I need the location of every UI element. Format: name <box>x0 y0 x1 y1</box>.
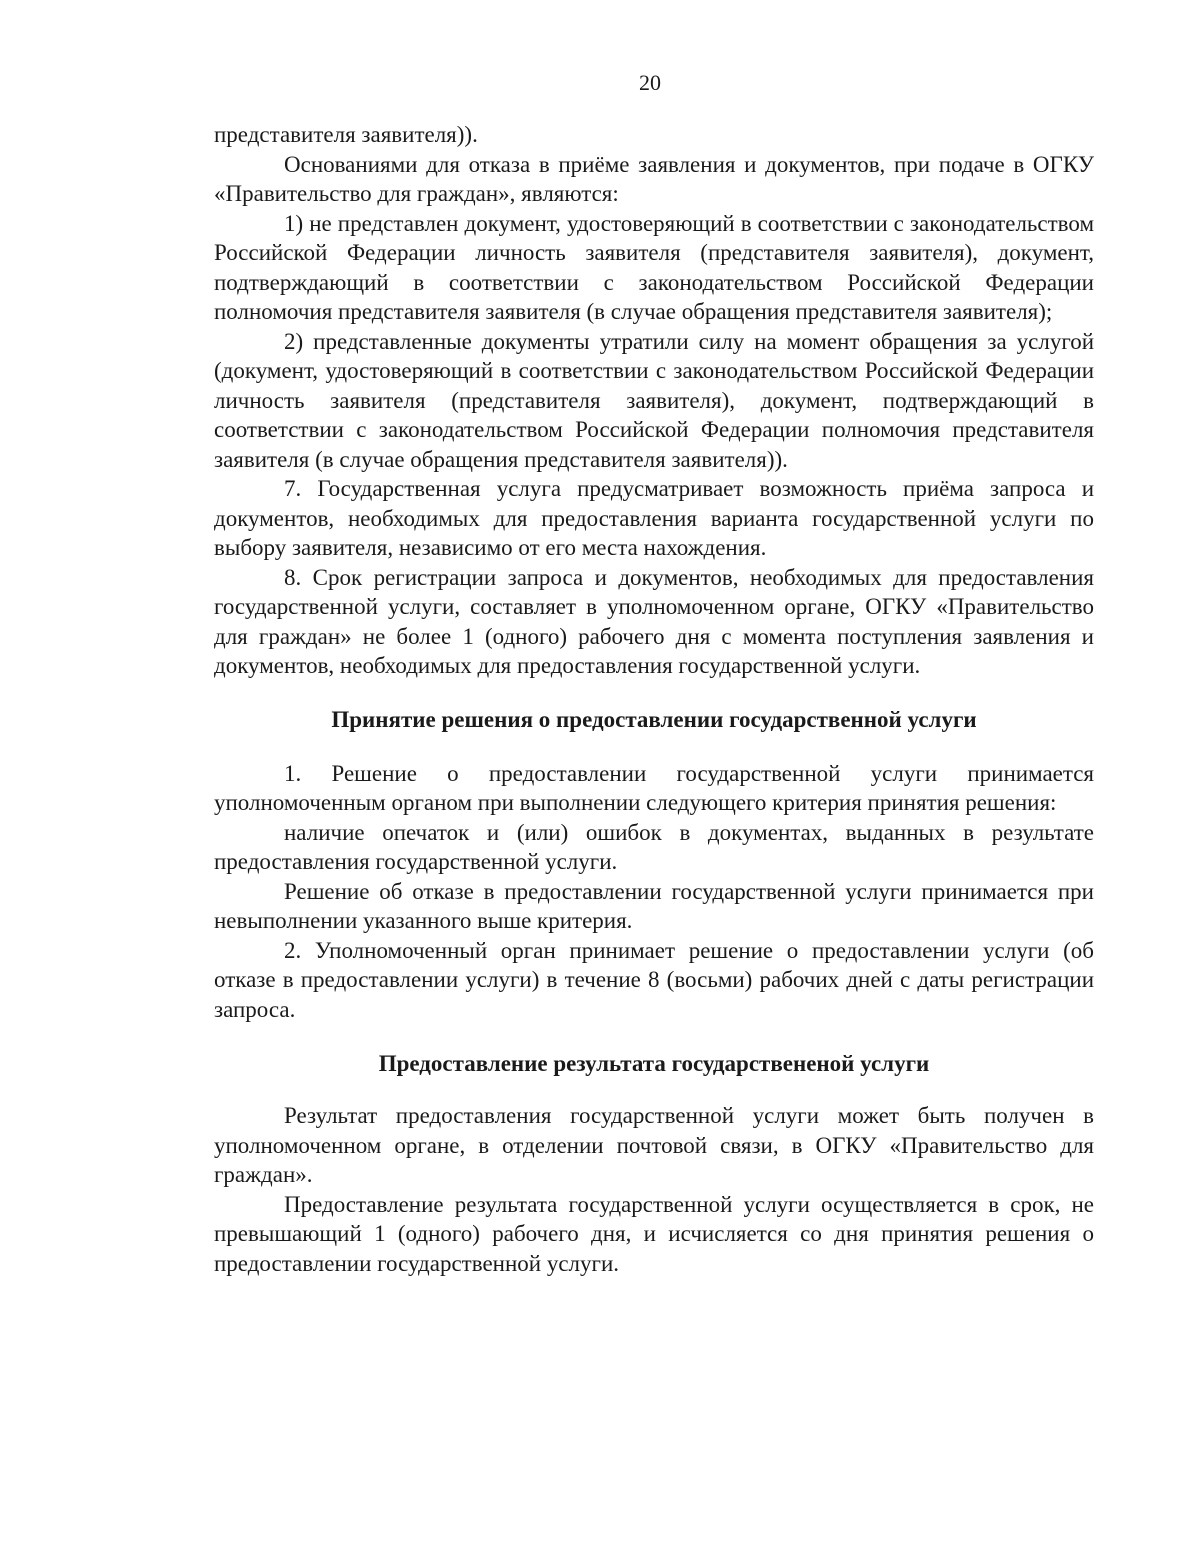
paragraph-item-8: 8. Срок регистрации запроса и документов, необходимых для предоставления государственной услуги, составляет в уполномоченном органе, ОГКУ «Правительство для граждан» не более 1 (одного) рабочего дня с момента поступления заявления и документов, необходимых для предоставления государственной услуги. <box>214 564 1094 678</box>
paragraph-result-1: Результат предоставления государственной услуги может быть получен в уполномоченном органе, в отделении почтовой связи, в ОГКУ «Правительство для граждан». <box>214 1103 1094 1187</box>
paragraph-refusal-item-2: 2) представленные документы утратили силу на момент обращения за услугой (документ, удостоверяющий в соответствии с законодательством Российской Федерации личность заявителя (представителя заявителя), документ, подтверждающий в соответствии с законодательством Российской Федерации полномочия представителя заявителя (в случае обращения представителя заявителя)). <box>214 328 1094 472</box>
section-heading-decision: Принятие решения о предоставлении государственной услуги <box>331 706 977 732</box>
paragraph-refusal-grounds: Основаниями для отказа в приёме заявления и документов, при подаче в ОГКУ «Правительство для граждан», являются: <box>214 151 1094 206</box>
section-decision <box>214 705 1094 1025</box>
section-heading-result: Предоставление результата государствененой услуги <box>378 1051 930 1076</box>
paragraph-item-7: 7. Государственная услуга предусматривает возможность приёма запроса и документов, необходимых для предоставления варианта государственной услуги по выбору заявителя, независимо от его места нахождения. <box>214 476 1094 560</box>
paragraph-decision-2: 2. Уполномоченный орган принимает решение о предоставлении услуги (об отказе в предоставлении услуги) в течение 8 (восьми) рабочих дней с даты регистрации запроса. <box>214 937 1094 1022</box>
paragraph-result-2: Предоставление результата государственной услуги осуществляется в срок, не превышающий 1 (одного) рабочего дня, и исчисляется со дня принятия решения о предоставлении государственной услуги. <box>214 1191 1094 1276</box>
page-number: 20 <box>639 70 661 95</box>
document-body <box>214 120 1094 1278</box>
paragraph-continuation: представителя заявителя)). <box>214 122 478 147</box>
paragraph-decision-1: 1. Решение о предоставлении государственной услуги принимается уполномоченным органом при выполнении следующего критерия принятия решения: <box>214 760 1094 815</box>
paragraph-refusal-item-1: 1) не представлен документ, удостоверяющий в соответствии с законодательством Российской Федерации личность заявителя (представителя заявителя), документ, подтверждающий в соответствии с законодательством Российской Федерации полномочия представителя заявителя (в случае обращения представителя заявителя); <box>214 210 1094 324</box>
paragraph-decision-criterion: наличие опечаток и (или) ошибок в документах, выданных в результате предоставления государственной услуги. <box>214 819 1094 874</box>
section-result <box>214 1049 1094 1278</box>
paragraph-decision-refusal: Решение об отказе в предоставлении государственной услуги принимается при невыполнении указанного выше критерия. <box>214 878 1094 933</box>
section-grounds-for-refusal <box>214 120 1094 681</box>
